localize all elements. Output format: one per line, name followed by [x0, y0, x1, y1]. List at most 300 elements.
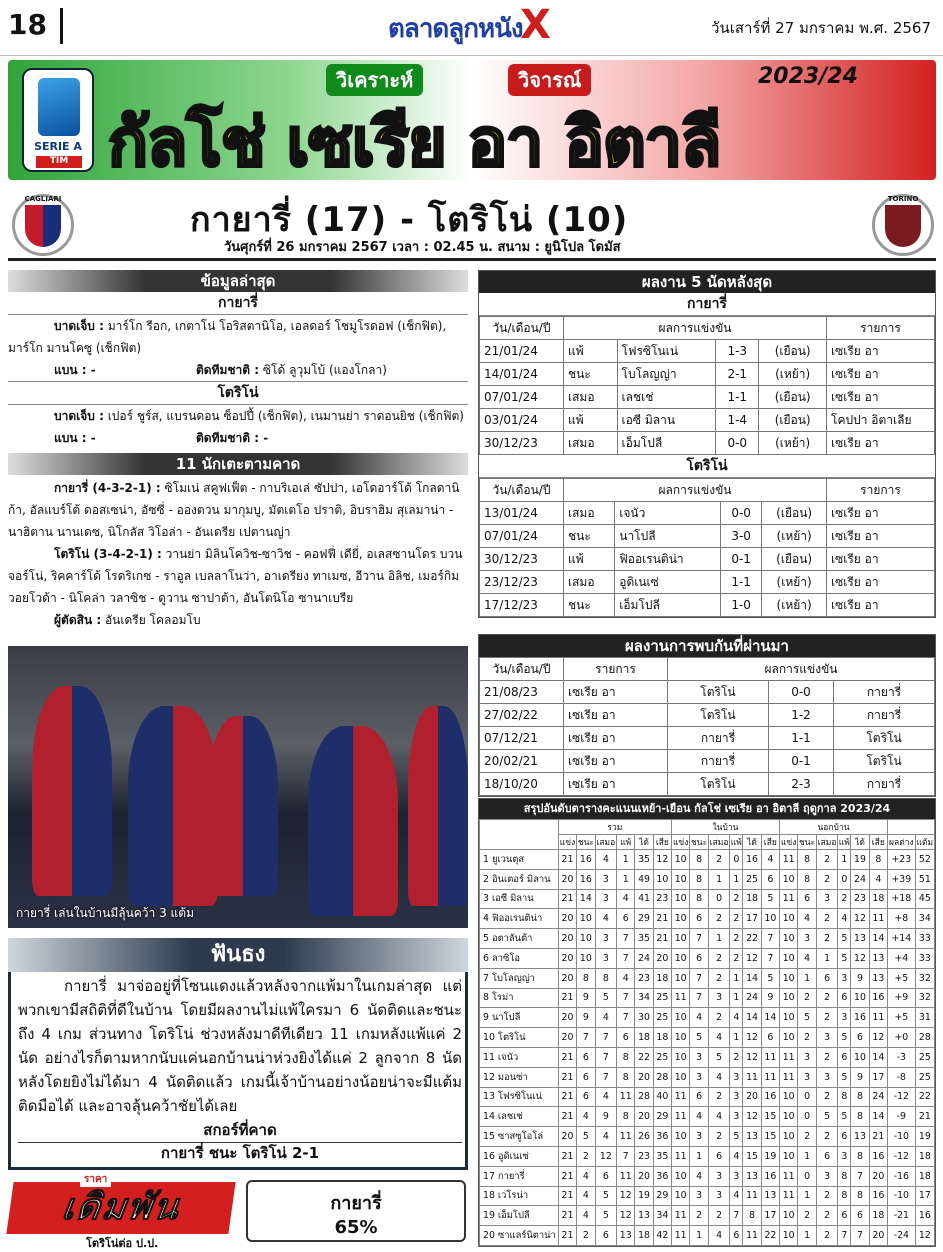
col-header: เสมอ [816, 835, 837, 850]
table-row [480, 502, 935, 525]
cell-stat: 3 [595, 929, 616, 949]
cell-stat: -9 [887, 1107, 915, 1127]
cell-stat: 7 [617, 948, 635, 968]
cell-stat: 25 [653, 1008, 671, 1028]
cell-stat: 10 [780, 1107, 798, 1127]
cell-stat: 4 [730, 1186, 743, 1206]
cell-stat: 12 [915, 1226, 934, 1246]
cell-opponent: เลชเช่ [617, 386, 716, 409]
cell-stat: 3 [798, 1047, 817, 1067]
table-row [480, 773, 935, 796]
cell-stat: 20 [635, 1067, 653, 1087]
cell-stat: 21 [558, 1206, 576, 1226]
cell-stat: 5 [708, 1047, 729, 1067]
cell-stat: 12 [743, 1047, 761, 1067]
col-header: แข่ง [780, 835, 798, 850]
cell-stat: 11 [780, 1166, 798, 1186]
standings-section [478, 798, 936, 1247]
cell-stat: 26 [635, 1127, 653, 1147]
cell-stat: 7 [851, 1166, 869, 1186]
cell-stat: 18 [653, 968, 671, 988]
banner-season: 2023/24 [758, 64, 858, 89]
table-row [480, 704, 935, 727]
odds-line: โตริโน่ต่อ ป.ป. [86, 1237, 159, 1250]
newspaper-logo-x: X [520, 2, 551, 48]
cell-stat: 2 [577, 1226, 596, 1246]
cell-outcome: แพ้ [564, 340, 618, 363]
cell-stat: 7 [851, 1226, 869, 1246]
cell-stat: 10 [577, 909, 596, 929]
cell-home-team: กายารี่ [668, 727, 769, 750]
cell-stat: 1 [798, 968, 817, 988]
cell-stat: 2 [708, 968, 729, 988]
cell-stat: 5 [838, 948, 851, 968]
cell-stat: 11 [761, 1067, 779, 1087]
cell-stat: 8 [851, 1186, 869, 1206]
cell-competition: เซเรีย อา [564, 727, 668, 750]
cell-stat: 21 [558, 850, 576, 870]
cell-competition: เซเรีย อา [827, 594, 935, 617]
cell-stat: 3 [838, 1146, 851, 1166]
cell-stat: 10 [653, 869, 671, 889]
table-row [480, 1047, 935, 1067]
cell-stat: 8 [690, 850, 709, 870]
cell-stat: 49 [635, 869, 653, 889]
cell-stat: 19 [761, 1146, 779, 1166]
cell-date: 18/10/20 [480, 773, 564, 796]
cell-date: 13/01/24 [480, 502, 564, 525]
cell-stat: 10 [672, 968, 690, 988]
cell-stat: 8 [617, 1067, 635, 1087]
cell-stat: 1 [708, 869, 729, 889]
cell-stat: 18 [743, 889, 761, 909]
col-result: ผลการแข่งขัน [564, 317, 827, 340]
col-header: แพ้ [838, 835, 851, 850]
cell-venue: (เยือน) [762, 502, 827, 525]
cell-date: 27/02/22 [480, 704, 564, 727]
serie-a-logo-text: SERIE A [34, 140, 82, 153]
cell-stat: 3 [708, 1186, 729, 1206]
cell-stat: 7 [690, 929, 709, 949]
cell-stat: 36 [653, 1166, 671, 1186]
cell-stat: 2 [838, 889, 851, 909]
cell-stat: 14 [743, 968, 761, 988]
cell-stat: 4 [730, 1146, 743, 1166]
cell-stat: 7 [838, 1226, 851, 1246]
col-competition: รายการ [564, 658, 668, 681]
cell-date: 07/12/21 [480, 727, 564, 750]
cell-stat: 2 [730, 948, 743, 968]
cell-stat: 6 [708, 1146, 729, 1166]
cell-stat: 3 [816, 1067, 837, 1087]
cell-stat: 10 [780, 1028, 798, 1048]
cell-stat: 8 [690, 869, 709, 889]
cell-stat: 51 [915, 869, 934, 889]
standings-table [479, 819, 935, 1246]
cell-stat: 25 [653, 988, 671, 1008]
cell-stat: 8 [798, 869, 817, 889]
cell-stat: 9 [595, 1107, 616, 1127]
cell-stat: 14 [869, 929, 887, 949]
cell-stat: 6 [761, 869, 779, 889]
cell-team: 20 ซาแลร์นิตาน่า [480, 1226, 559, 1246]
cell-venue: (เหย้า) [759, 432, 827, 455]
cell-stat: 10 [672, 1127, 690, 1147]
cell-stat: 17 [743, 909, 761, 929]
cell-stat: 11 [743, 1067, 761, 1087]
cell-stat: 4 [708, 1067, 729, 1087]
cell-outcome: เสมอ [564, 432, 618, 455]
cell-stat: 3 [838, 1008, 851, 1028]
cell-stat: 7 [595, 1028, 616, 1048]
cell-stat: 4 [577, 1107, 596, 1127]
cell-stat: 2 [798, 988, 817, 1008]
cell-stat: -12 [887, 1087, 915, 1107]
cell-stat: 20 [869, 1226, 887, 1246]
sponsor-logo: TIM [36, 156, 82, 168]
cell-stat: 24 [743, 988, 761, 1008]
cell-stat: 21 [869, 1127, 887, 1147]
betting-brand-small: ราคา [80, 1172, 111, 1187]
cell-stat: 2 [816, 1127, 837, 1147]
cell-stat: 45 [915, 889, 934, 909]
table-row [480, 363, 935, 386]
cell-stat: 2 [708, 1087, 729, 1107]
cell-stat: 12 [653, 850, 671, 870]
cell-stat: -8 [887, 1067, 915, 1087]
col-competition: รายการ [827, 317, 935, 340]
cell-stat: 9 [761, 988, 779, 1008]
cell-team: 19 เอ็มโปลี [480, 1206, 559, 1226]
cell-stat: 19 [915, 1127, 934, 1147]
cell-stat: 14 [761, 1008, 779, 1028]
cell-stat: 11 [780, 1186, 798, 1206]
cell-stat: 22 [743, 929, 761, 949]
cell-venue: (เหย้า) [762, 594, 827, 617]
cell-stat: 10 [672, 1028, 690, 1048]
cell-stat: 6 [690, 1087, 709, 1107]
cell-stat: 11 [869, 909, 887, 929]
cell-stat: 5 [577, 1127, 596, 1147]
cell-stat: 6 [577, 1087, 596, 1107]
cell-stat: 14 [743, 1008, 761, 1028]
table-row [480, 929, 935, 949]
cell-stat: 3 [816, 889, 837, 909]
cell-stat: 5 [595, 988, 616, 1008]
cell-competition: เซเรีย อา [827, 548, 935, 571]
cell-date: 30/12/23 [480, 548, 564, 571]
cell-stat: 4 [708, 1107, 729, 1127]
table-row [480, 1087, 935, 1107]
cell-team: 4 ฟิออเรนติน่า [480, 909, 559, 929]
cell-stat: 4 [617, 968, 635, 988]
cell-stat: 4 [761, 850, 779, 870]
cell-stat: 4 [708, 1226, 729, 1246]
cell-stat: 3 [708, 1166, 729, 1186]
lineup-players: วานย่า มิลินโควิช-ซาวิช - คอฟฟี่ เดียี่, อเลสซานโดร บวนจอร์โน่, ริคคาร์โด้ โรดริเกซ - ราอูล เบลลาโนว่า, อาเดรียง ทาเมซ, อีวาน อิลิช, เมอร์กิม วอยโวด้า - นิโคล่า วลาซิช - ดูวาน ซาปาต้า, อันโตนิโอ ซานาเบรีย [8, 547, 463, 605]
cell-team: 13 โฟรซิโนเน่ [480, 1087, 559, 1107]
cell-stat: 3 [595, 889, 616, 909]
cell-stat: 9 [851, 968, 869, 988]
cell-outcome: แพ้ [564, 548, 615, 571]
league-banner [8, 60, 936, 180]
cell-stat: 2 [730, 909, 743, 929]
cell-stat: 10 [672, 869, 690, 889]
cell-stat: 13 [851, 929, 869, 949]
cell-stat: 20 [869, 1166, 887, 1186]
col-result: ผลการแข่งขัน [668, 658, 935, 681]
cell-stat: 5 [798, 1008, 817, 1028]
cell-date: 17/12/23 [480, 594, 564, 617]
cell-stat: 18 [915, 1166, 934, 1186]
col-header: แข่ง [672, 835, 690, 850]
cell-stat: 2 [798, 1028, 817, 1048]
cell-stat: 4 [595, 850, 616, 870]
cell-stat: 7 [730, 1206, 743, 1226]
cell-stat: 0 [798, 1087, 817, 1107]
col-header: ได้ [743, 835, 761, 850]
cell-stat: 8 [838, 1087, 851, 1107]
cell-stat: 10 [780, 1008, 798, 1028]
cell-stat: 25 [915, 1047, 934, 1067]
cell-opponent: เจนัว [615, 502, 721, 525]
cell-home-team: โตริโน่ [668, 773, 769, 796]
table-header-row [480, 317, 935, 340]
pick-team: กายารี่ [330, 1193, 382, 1214]
cell-stat: 12 [851, 948, 869, 968]
cell-stat: 2 [708, 948, 729, 968]
cell-stat: 1 [617, 850, 635, 870]
cell-stat: 17 [869, 1067, 887, 1087]
cell-date: 23/12/23 [480, 571, 564, 594]
cell-stat: 5 [761, 968, 779, 988]
cell-stat: 12 [617, 1206, 635, 1226]
cell-stat: 2 [730, 889, 743, 909]
cell-competition: เซเรีย อา [564, 681, 668, 704]
cell-stat: 5 [595, 1186, 616, 1206]
cell-stat: 13 [761, 1186, 779, 1206]
pick-percentage: 65% [334, 1217, 378, 1238]
cell-stat: 2 [708, 1008, 729, 1028]
cell-stat: 10 [672, 929, 690, 949]
cell-stat: 21 [915, 1107, 934, 1127]
cell-stat: 3 [708, 988, 729, 1008]
cell-score: 3-0 [721, 525, 762, 548]
cell-team: 10 โตริโน่ [480, 1028, 559, 1048]
cell-stat: 20 [558, 1028, 576, 1048]
cell-stat: 2 [816, 1047, 837, 1067]
cell-stat: 2 [816, 850, 837, 870]
cell-score: 2-1 [716, 363, 759, 386]
cell-stat: 18 [915, 1146, 934, 1166]
cell-stat: 28 [915, 1028, 934, 1048]
cell-stat: 8 [838, 1186, 851, 1206]
cell-stat: 9 [577, 1008, 596, 1028]
ban-label: แบน : - [54, 431, 96, 445]
cell-stat: 8 [851, 1087, 869, 1107]
section-heading: ผลงานการพบกันที่ผ่านมา [479, 635, 935, 657]
away-lineup [8, 543, 468, 609]
cell-team: 16 อูดิเนเซ่ [480, 1146, 559, 1166]
cell-stat: 1 [617, 869, 635, 889]
cell-competition: เซเรีย อา [564, 704, 668, 727]
cell-stat: -21 [887, 1206, 915, 1226]
betting-brand: เดิมพัน [6, 1182, 235, 1234]
cell-stat: 8 [838, 1166, 851, 1186]
cell-stat: 13 [743, 1166, 761, 1186]
cagliari-crest-icon [12, 194, 74, 256]
cell-stat: 10 [780, 968, 798, 988]
cell-stat: 5 [838, 1028, 851, 1048]
cell-stat: 3 [595, 869, 616, 889]
injury-list: เปอร์ ชูร์ส, แบรนดอน ซ็อปปี้ (เช็กฟิต), เนมานย่า ราดอนยิช (เช็กฟิต) [107, 409, 464, 423]
cell-stat: 10 [672, 1008, 690, 1028]
col-date: วัน/เดือน/ปี [480, 317, 564, 340]
cell-score: 0-0 [721, 502, 762, 525]
cell-stat: 24 [869, 1087, 887, 1107]
cell-team: 5 อตาลันต้า [480, 929, 559, 949]
cell-stat: 15 [761, 1127, 779, 1147]
cell-stat: 17 [915, 1186, 934, 1206]
col-header: ชนะ [690, 835, 709, 850]
page-number: 18 [8, 8, 47, 41]
cell-team: 12 มอนซ่า [480, 1067, 559, 1087]
cell-date: 07/01/24 [480, 525, 564, 548]
cell-stat: 29 [653, 1107, 671, 1127]
cell-score: 1-2 [768, 704, 833, 727]
table-row [480, 1028, 935, 1048]
team-heading: กายารี่ [479, 293, 935, 316]
table-group-row [480, 820, 935, 835]
col-header: เสมอ [708, 835, 729, 850]
cell-stat: +23 [887, 850, 915, 870]
table-row [480, 548, 935, 571]
cell-stat: 33 [915, 948, 934, 968]
newspaper-logo: ตลาดลูกหนัง [388, 14, 523, 44]
cell-stat: 4 [869, 869, 887, 889]
table-row [480, 1067, 935, 1087]
cell-stat: 8 [577, 968, 596, 988]
cell-stat: 20 [558, 909, 576, 929]
cell-stat: 10 [780, 988, 798, 1008]
cell-score: 0-0 [716, 432, 759, 455]
ban-label: แบน : - [54, 363, 96, 377]
cell-stat: 16 [743, 850, 761, 870]
cell-competition: เซเรีย อา [564, 773, 668, 796]
cell-stat: 18 [635, 1226, 653, 1246]
cell-stat: 29 [635, 909, 653, 929]
cell-stat: 11 [672, 1226, 690, 1246]
cell-away-team: โตริโน่ [834, 750, 935, 773]
col-header: เสมอ [595, 835, 616, 850]
table-row [480, 340, 935, 363]
cell-competition: เซเรีย อา [827, 340, 935, 363]
cell-stat: 1 [690, 1226, 709, 1246]
cell-stat: 6 [617, 1028, 635, 1048]
cell-outcome: ชนะ [564, 363, 618, 386]
cell-stat: 2 [816, 1206, 837, 1226]
cell-stat: 4 [708, 1028, 729, 1048]
group-away: นอกบ้าน [780, 820, 888, 835]
form-section [478, 270, 936, 618]
cell-stat: 18 [869, 1206, 887, 1226]
team-heading: โตริโน่ [479, 455, 935, 478]
cell-stat: 42 [653, 1226, 671, 1246]
cell-stat: 7 [761, 948, 779, 968]
issue-date: วันเสาร์ที่ 27 มกราคม พ.ศ. 2567 [711, 19, 931, 37]
cell-stat: 7 [617, 1146, 635, 1166]
cell-stat: 5 [595, 1206, 616, 1226]
cell-competition: เซเรีย อา [827, 571, 935, 594]
cell-date: 14/01/24 [480, 363, 564, 386]
table-row [480, 386, 935, 409]
cell-stat: 12 [617, 1186, 635, 1206]
cell-stat: 11 [743, 1186, 761, 1206]
cell-stat: 5 [761, 889, 779, 909]
cell-stat: 3 [595, 948, 616, 968]
cell-stat: 3 [838, 968, 851, 988]
cell-away-team: กายารี่ [834, 681, 935, 704]
cell-stat: 19 [851, 850, 869, 870]
cell-stat: -10 [887, 1186, 915, 1206]
injury-label: บาดเจ็บ : [54, 409, 104, 423]
cell-stat: 12 [595, 1146, 616, 1166]
cell-stat: 29 [653, 1186, 671, 1206]
cell-stat: 3 [798, 1067, 817, 1087]
cell-stat: 17 [761, 1206, 779, 1226]
cell-stat: 20 [558, 1008, 576, 1028]
table-row [480, 1166, 935, 1186]
cell-stat: 8 [690, 889, 709, 909]
cell-stat: 9 [851, 1067, 869, 1087]
cell-stat: 3 [798, 929, 817, 949]
referee-row [8, 609, 468, 631]
cell-home-team: โตริโน่ [668, 681, 769, 704]
cell-stat: 20 [558, 929, 576, 949]
cell-stat: 6 [595, 1166, 616, 1186]
cell-stat: 20 [635, 1166, 653, 1186]
cell-team: 8 โรม่า [480, 988, 559, 1008]
table-row [480, 850, 935, 870]
cell-stat: 20 [635, 1107, 653, 1127]
cell-stat: 1 [730, 968, 743, 988]
cell-stat: 4 [690, 1166, 709, 1186]
cell-stat: 2 [816, 1008, 837, 1028]
cell-stat: 10 [780, 1127, 798, 1147]
col-header: เสีย [761, 835, 779, 850]
cell-stat: 2 [798, 1127, 817, 1147]
cell-stat: 2 [708, 1206, 729, 1226]
serie-a-logo [22, 68, 94, 172]
cell-away-team: กายารี่ [834, 773, 935, 796]
referee-label: ผู้ตัดสิน : [54, 613, 102, 627]
cell-stat: 10 [672, 1186, 690, 1206]
cell-away-team: โตริโน่ [834, 727, 935, 750]
cell-stat: 11 [780, 889, 798, 909]
cell-outcome: ชนะ [564, 594, 615, 617]
cell-outcome: เสมอ [564, 571, 615, 594]
cell-stat: 6 [798, 889, 817, 909]
crest-label: CAGLIARI [24, 195, 62, 203]
injury-text [8, 315, 468, 359]
col-header: ชนะ [577, 835, 596, 850]
pick-box [246, 1180, 466, 1242]
cell-stat: 12 [743, 1107, 761, 1127]
away-form-table [479, 478, 935, 617]
prediction-text: กายารี่ มาจ่ออยู่ที่โซนแดงแล้วหลังจากแพ้มาในเกมล่าสุด แต่พวกเขามีสถิติที่ดีในบ้าน โดยมีผลงานไม่แพ้ใครมา 6 นัดติดและชนะถึง 4 เกม ส่วนทาง โตริโน่ ช่วงหลังมาดีทีเดียว 11 เกมหลังแพ้แค่ 2 นัด อย่างไรก็ตามหากนับแค่นอกบ้านน่าห่วงยิงได้แค่ 2 ลูกจาก 8 นัดหลังโดยยิงไม่ได้มา 4 นัดติดแล้ว เกมนี้เจ้าบ้านอย่างน้อยน่าจะมีแต้มติดมือได้ และอาจลุ้นคว้าชัยได้เลย [18, 977, 462, 1115]
cell-stat: 0 [798, 1166, 817, 1186]
cell-stat: 36 [653, 1127, 671, 1147]
